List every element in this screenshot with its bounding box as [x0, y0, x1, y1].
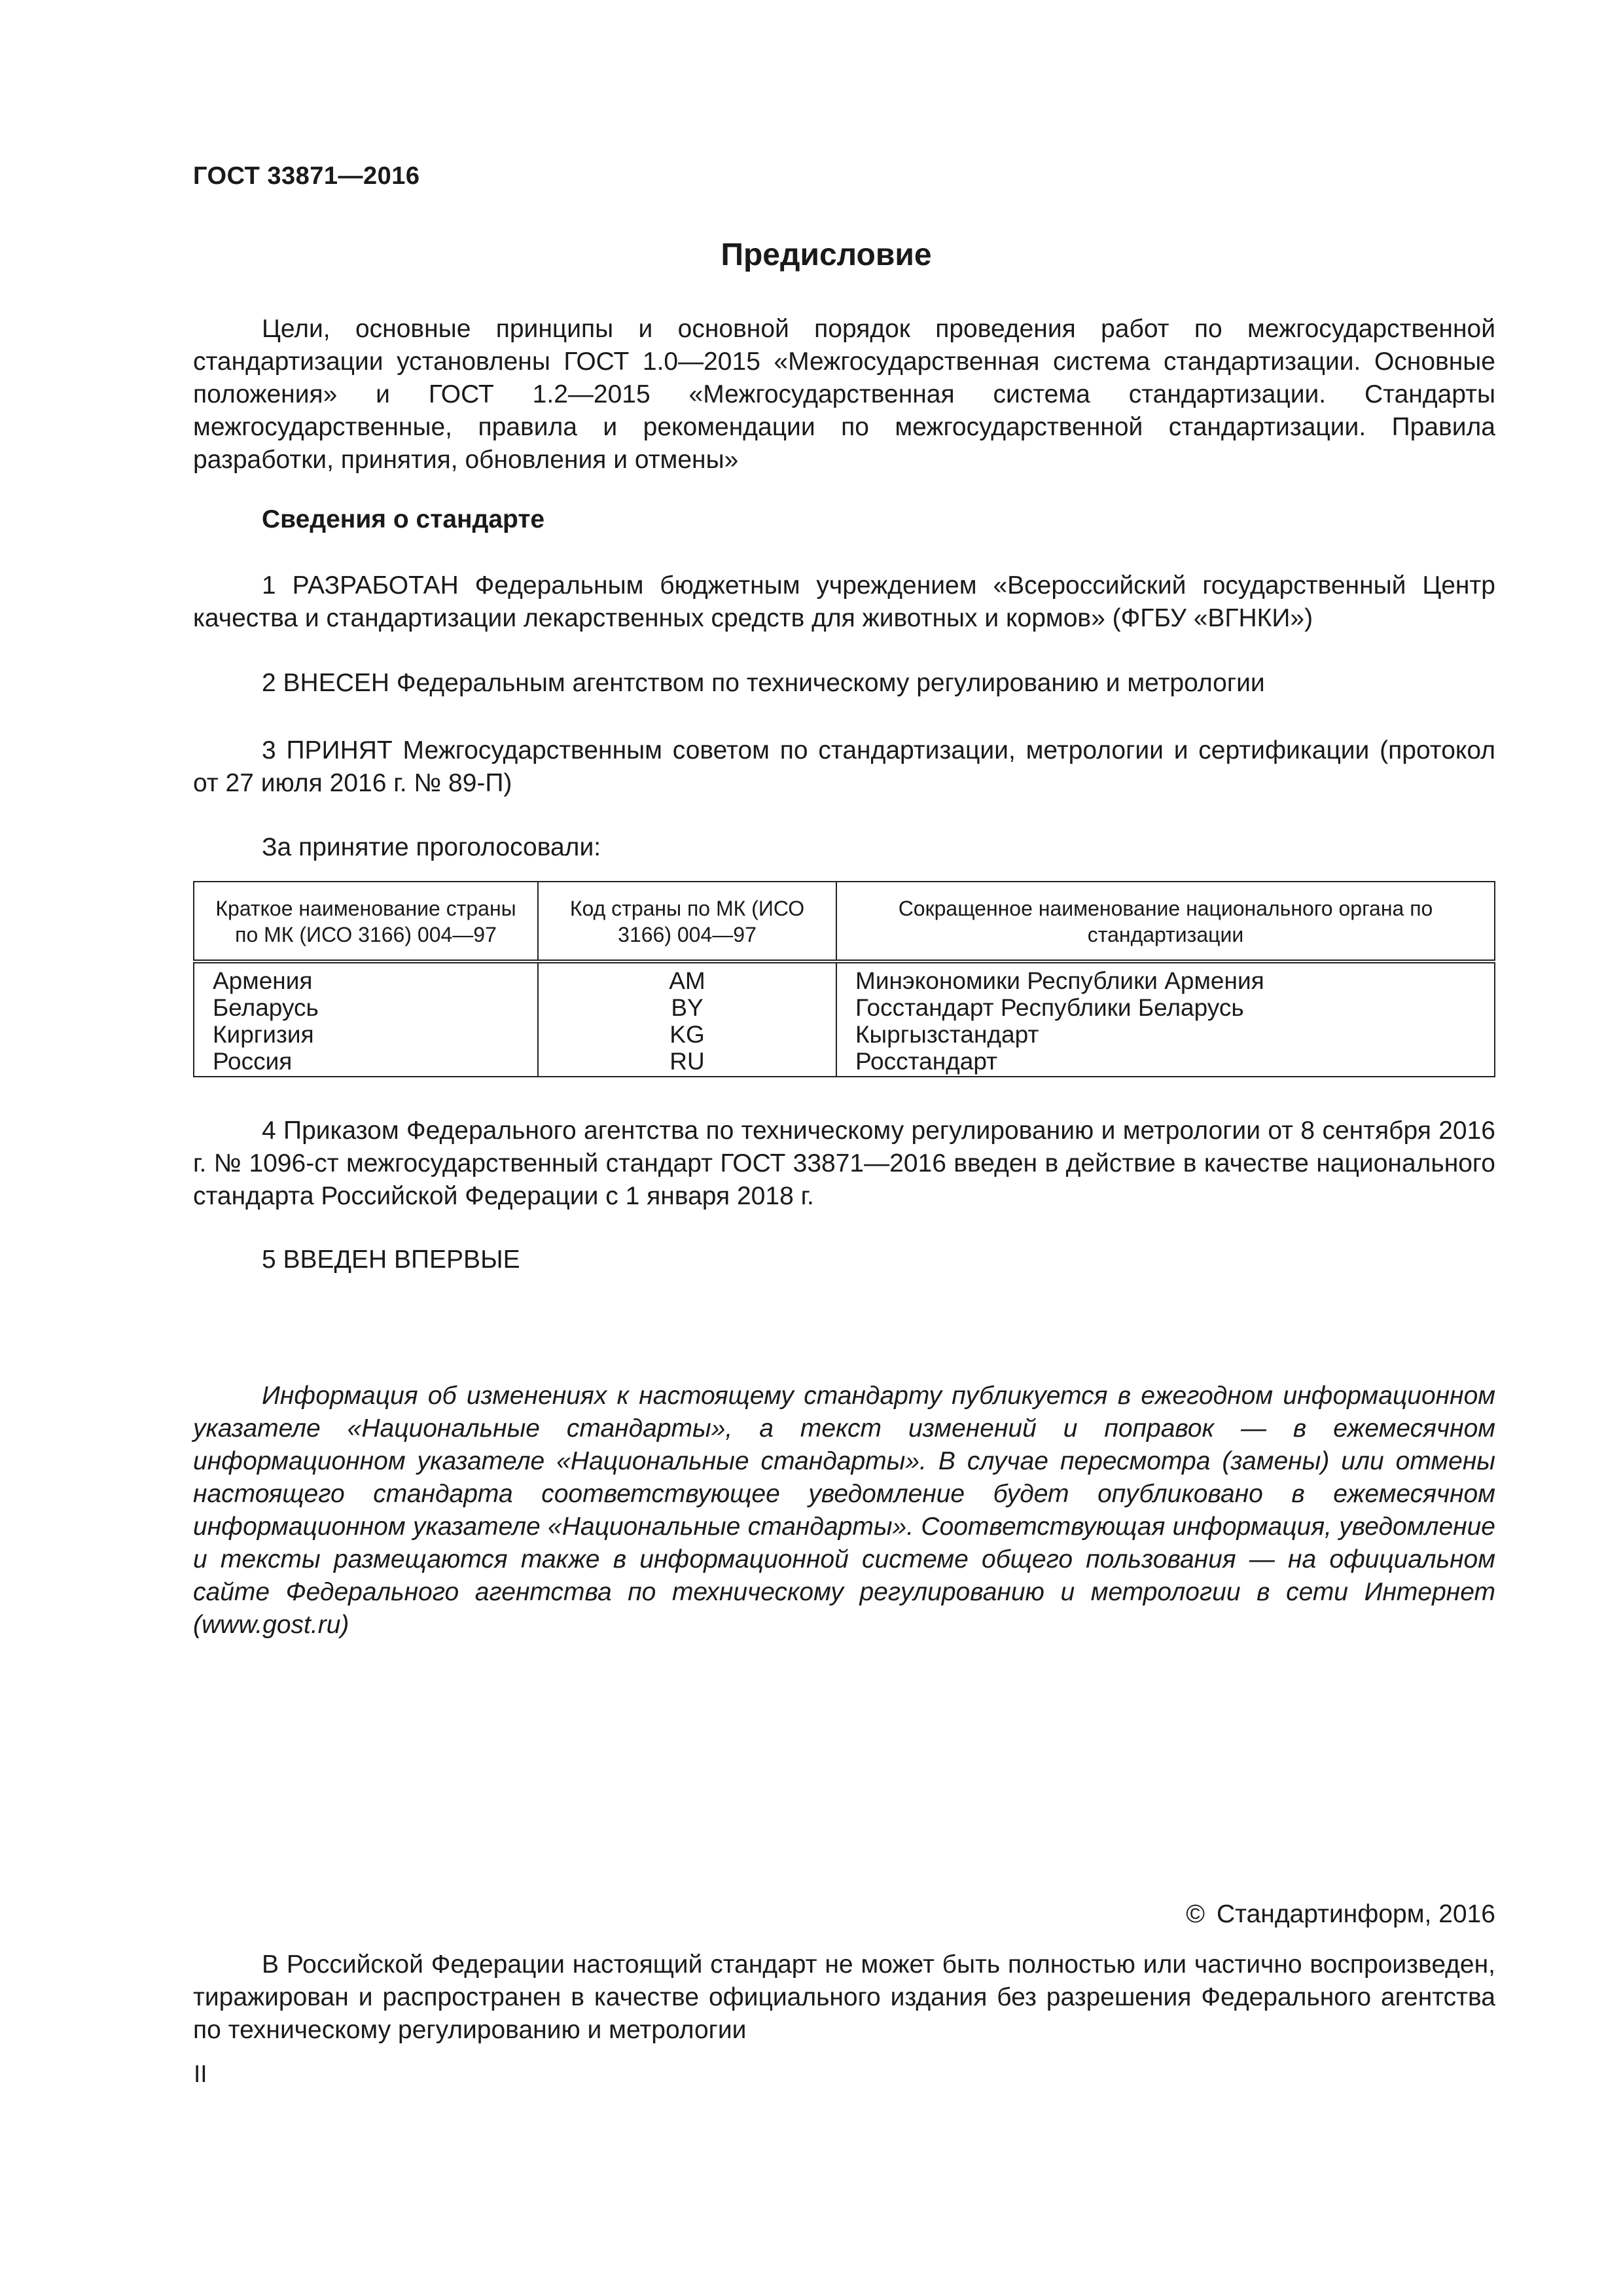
- vote-label: За принятие проголосовали:: [262, 833, 601, 861]
- item-developed: 1 РАЗРАБОТАН Федеральным бюджетным учреждением «Всероссийский государственный Центр качества и стандартизации лекарственных средств для животных и кормов» (ФГБУ «ВГНКИ»): [193, 571, 1495, 632]
- info-heading: Сведения о стандарте: [262, 505, 545, 533]
- copyright: [1186, 1900, 1495, 1929]
- country-code: AM: [538, 961, 836, 994]
- table-header-country: Краткое наименование страны по МК (ИСО 3166) 004—97: [194, 882, 538, 961]
- country-name: Россия: [194, 1048, 538, 1077]
- table-header-body: Сокращенное наименование национального органа по стандартизации: [836, 882, 1495, 961]
- page-title: Предисловие: [721, 238, 932, 272]
- standard-code: ГОСТ 33871—2016: [193, 162, 420, 190]
- copyright-text: Стандартинформ, 2016: [1217, 1900, 1495, 1928]
- standards-body: Минэкономики Республики Армения: [836, 961, 1495, 994]
- table-row: [194, 994, 1495, 1021]
- rights-notice: В Российской Федерации настоящий стандарт не может быть полностью или частично воспроизведен, тиражирован и распространен в качестве официального издания без разрешения Федерального агентства по техническому регулированию и метрологии: [193, 1950, 1495, 2044]
- item-order: 4 Приказом Федерального агентства по техническому регулированию и метрологии от 8 сентября 2016 г. № 1096-ст межгосударственный стандарт ГОСТ 33871—2016 введен в действие в качестве национального стандарта Российской Федерации с 1 января 2018 г.: [193, 1117, 1495, 1210]
- page-number: II: [194, 2060, 207, 2087]
- country-code: KG: [538, 1021, 836, 1048]
- copyright-icon: ©: [1186, 1900, 1205, 1928]
- standards-body: Кыргызстандарт: [836, 1021, 1495, 1048]
- changes-notice: Информация об изменениях к настоящему стандарту публикуется в ежегодном информационном указателе «Национальные стандарты», а текст изменений и поправок — в ежемесячном информационном указателе «Национальные стандарты». В случае пересмотра (замены) или отмены настоящего стандарта соответствующее уведомление будет опубликовано в ежемесячном информационном указателе «Национальные стандарты». Соответствующая информация, уведомление и тексты размещаются также в информационной системе общего пользования — на официальном сайте Федерального агентства по техническому регулированию и метрологии в сети Интернет (www.gost.ru): [193, 1382, 1495, 1639]
- table-row: [194, 961, 1495, 994]
- item-adopted: 3 ПРИНЯТ Межгосударственным советом по стандартизации, метрологии и сертификации (протокол от 27 июля 2016 г. № 89-П): [193, 736, 1495, 797]
- table-header-code: Код страны по МК (ИСО 3166) 004—97: [538, 882, 836, 961]
- voting-table: [193, 881, 1495, 1077]
- item-submitted: 2 ВНЕСЕН Федеральным агентством по техническому регулированию и метрологии: [262, 669, 1265, 697]
- table-row: [194, 1021, 1495, 1048]
- standards-body: Госстандарт Республики Беларусь: [836, 994, 1495, 1021]
- country-name: Беларусь: [194, 994, 538, 1021]
- country-code: RU: [538, 1048, 836, 1077]
- standards-body: Росстандарт: [836, 1048, 1495, 1077]
- country-name: Киргизия: [194, 1021, 538, 1048]
- table-row: [194, 1048, 1495, 1077]
- table-header-row: [194, 882, 1495, 961]
- item-first-introduced: 5 ВВЕДЕН ВПЕРВЫЕ: [262, 1246, 520, 1274]
- country-name: Армения: [194, 961, 538, 994]
- country-code: BY: [538, 994, 836, 1021]
- intro-paragraph: Цели, основные принципы и основной порядок проведения работ по межгосударственной стандартизации установлены ГОСТ 1.0—2015 «Межгосударственная система стандартизации. Основные положения» и ГОСТ 1.2—2015 «Межгосударственная система стандартизации. Стандарты межгосударственные, правила и рекомендации по межгосударственной стандартизации. Правила разработки, принятия, обновления и отмены»: [193, 315, 1495, 474]
